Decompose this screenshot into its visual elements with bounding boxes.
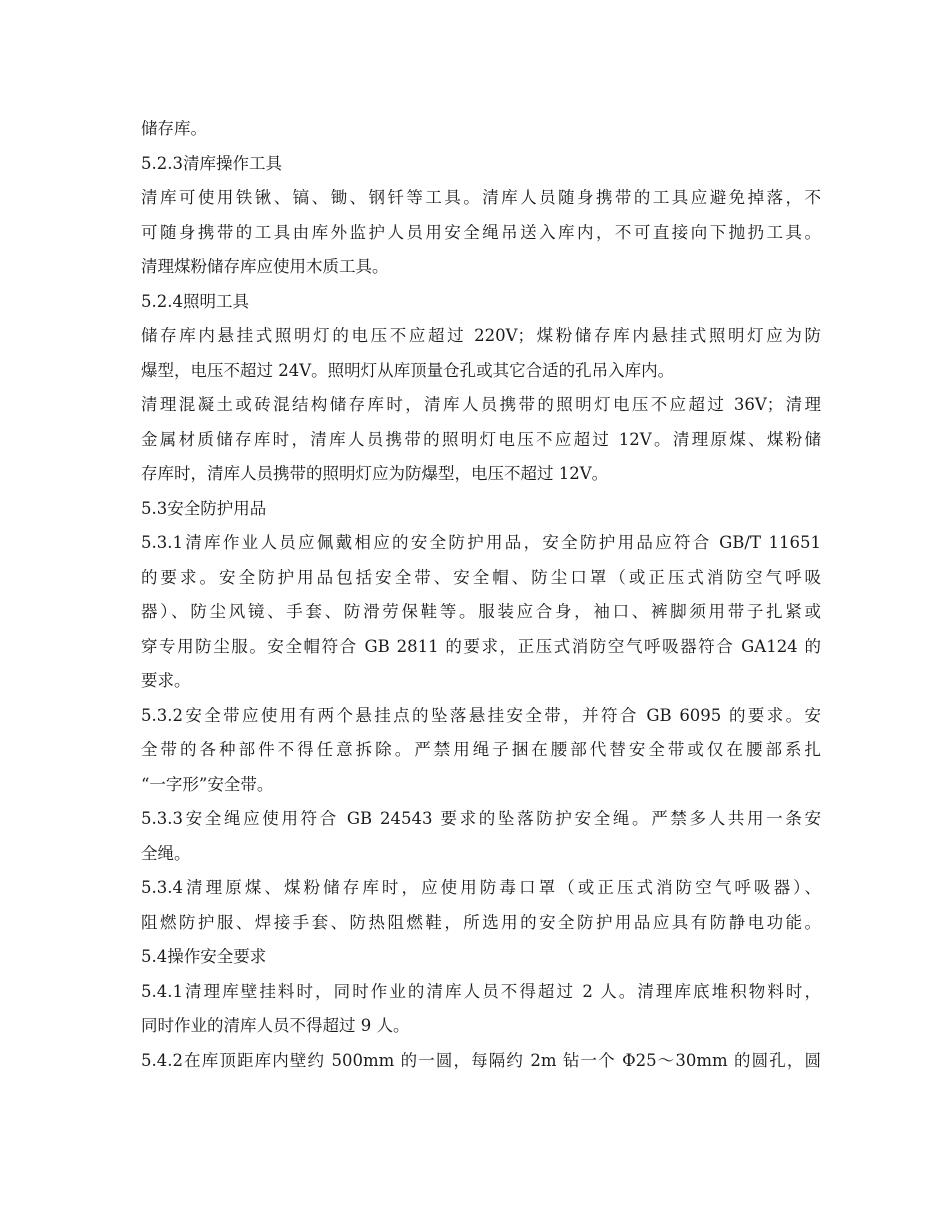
text-line: 同时作业的清库人员不得超过 9 人。: [141, 1016, 410, 1035]
text-line: 清理煤粉储存库应使用木质工具。: [141, 257, 389, 276]
text-line: 的要求。安全防护用品包括安全带、安全帽、防尘口罩（或正压式消防空气呼吸: [141, 567, 821, 587]
text-line: 穿专用防尘服。安全帽符合 GB 2811 的要求，正压式消防空气呼吸器符合 GA124 的: [141, 636, 821, 656]
text-line: 储存库内悬挂式照明灯的电压不应超过 220V；煤粉储存库内悬挂式照明灯应为防: [141, 326, 821, 345]
text-line: 5.3.1清库作业人员应佩戴相应的安全防护用品，安全防护用品应符合 GB/T 11651: [141, 533, 821, 552]
text-line: “一字形”安全带。: [141, 774, 274, 794]
text-line: 要求。: [141, 671, 191, 690]
text-line: 爆型，电压不超过 24V。照明灯从库顶量仓孔或其它合适的孔吊入库内。: [141, 360, 675, 380]
text-line: 储存库。: [141, 119, 207, 138]
text-line: 5.3.3安全绳应使用符合 GB 24543 要求的坠落防护安全绳。严禁多人共用一条安: [141, 809, 821, 828]
text-line: 5.4操作安全要求: [141, 947, 267, 966]
text-line: 器）、防尘风镜、手套、防滑劳保鞋等。服装应合身，袖口、裤脚须用带子扎紧或: [141, 602, 821, 621]
text-line: 金属材质储存库时，清库人员携带的照明灯电压不应超过 12V。清理原煤、煤粉储: [141, 429, 821, 449]
text-line: 可随身携带的工具由库外监护人员用安全绳吊送入库内，不可直接向下抛扔工具。: [141, 222, 821, 242]
text-line: 5.2.4照明工具: [141, 291, 249, 311]
text-line: 5.4.2在库顶距库内壁约 500mm 的一圆，每隔约 2m 钻一个 Φ25～30mm 的圆孔，圆: [141, 1050, 821, 1070]
document-body: [141, 112, 821, 1078]
text-line: 全绳。: [141, 843, 191, 863]
text-line: 5.3.2安全带应使用有两个悬挂点的坠落悬挂安全带，并符合 GB 6095 的要求。安: [141, 705, 821, 725]
text-line: 清理混凝土或砖混结构储存库时，清库人员携带的照明灯电压不应超过 36V；清理: [141, 395, 821, 414]
text-line: 5.3安全防护用品: [141, 498, 267, 518]
text-line: 5.3.4清理原煤、煤粉储存库时，应使用防毒口罩（或正压式消防空气呼吸器）、: [141, 878, 821, 897]
text-line: 5.4.1清理库壁挂料时，同时作业的清库人员不得超过 2 人。清理库底堆积物料时，: [141, 981, 821, 1001]
text-line: 阻燃防护服、焊接手套、防热阻燃鞋，所选用的安全防护用品应具有防静电功能。: [141, 912, 821, 932]
text-line: 存库时，清库人员携带的照明灯应为防爆型，电压不超过 12V。: [141, 464, 609, 483]
text-line: 全带的各种部件不得任意拆除。严禁用绳子捆在腰部代替安全带或仅在腰部系扎: [141, 740, 821, 759]
text-line: 5.2.3清库操作工具: [141, 153, 282, 173]
text-line: 清库可使用铁锹、镐、锄、钢钎等工具。清库人员随身携带的工具应避免掉落，不: [141, 188, 821, 207]
